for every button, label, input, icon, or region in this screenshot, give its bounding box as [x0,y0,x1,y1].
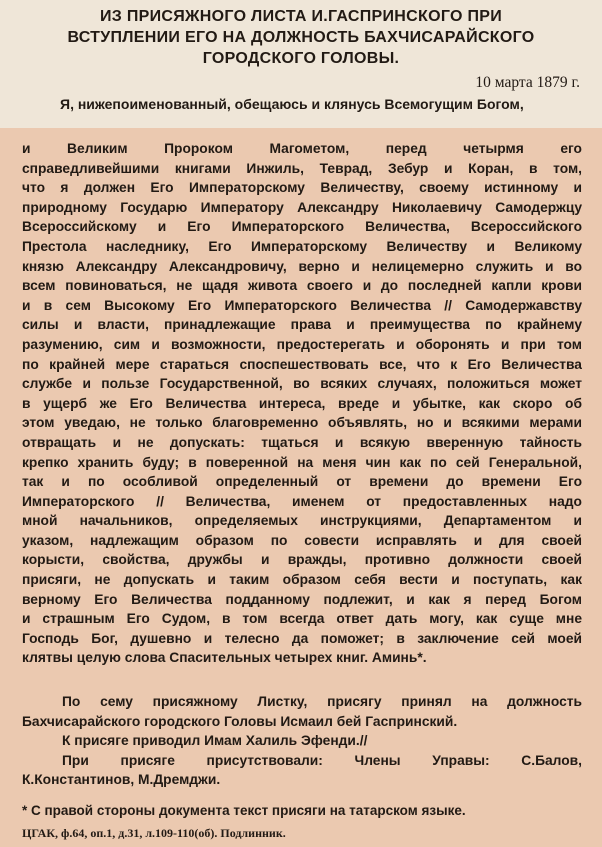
title-line: ВСТУПЛЕНИИ ЕГО НА ДОЛЖНОСТЬ БАХЧИСАРАЙСКОГО [67,29,535,46]
oath-line: и в сем Высокому Его Императорского Величества // Самодержавству [22,297,582,313]
oath-line: в ущерб же Его Величества интереса, вреде и убытке, как скоро об [22,395,582,411]
oath-line: присяги, не допускать и таким образом себя вести и поступать, как [22,572,582,588]
oath-line: отвращать и не допускать: тщаться и всякую вверенную тайность [22,434,582,450]
oath-line: этом уведаю, не только благовременно объявлять, но и всякими мерами [22,415,582,431]
oath-line: так и по особливой определенный от времени до времени Его [22,474,582,490]
oath-line: разумению, сим и возможности, предостерегать и оборонять и при том [22,336,582,352]
oath-line: Господь Бог, душевно и телесно да поможет; в заключение сей моей [22,630,582,646]
oath-line: Всероссийскому и Его Императорского Величества, Всероссийского [22,219,582,235]
footnote: * С правой стороны документа текст присяги на татарском языке. [22,803,466,818]
oath-line: крепко хранить буду; в поверенной на меня чин как по сей Генеральной, [22,454,582,470]
oath-body [22,139,582,668]
outro-line: При присяге присутствовали: Члены Управы: С.Балов, [62,752,582,768]
oath-line: Престола наследнику, Его Императорскому Величеству и Великому [22,238,582,254]
oath-line: природному Государю Императору Александру Николаевичу Самодержцу [22,199,582,215]
oath-line: всем повиноваться, не щадя живота своего и до последней капли крови [22,278,582,294]
archive-source: ЦГАК, ф.64, оп.1, д.31, л.109-110(об). Подлинник. [22,826,286,840]
document-title [0,6,602,69]
oath-line: справедливейшими книгами Инжиль, Теврад, Зебур и Коран, в том, [22,160,582,176]
oath-line: клятвы целую слова Спасительных четырех книг. Аминь*. [22,650,427,666]
oath-line: мной начальников, определяемых инструкциями, Департаментом и [22,513,582,529]
oath-line: и страшным Его Судом, в том всегда ответ дать могу, как суще мне [22,611,582,627]
oath-line: указом, надлежащим образом по совести исправлять и для своей [22,532,582,548]
oath-line: службе и пользе Государственной, во всяких случаях, положиться может [22,376,582,392]
oath-line: что я должен Его Императорскому Величеству, своему истинному и [22,180,582,196]
document-date: 10 марта 1879 г. [475,74,580,91]
oath-outro [22,692,582,790]
oath-line: корысти, свойства, дружбы и вражды, противно должности своей [22,552,582,568]
oath-opening: Я, нижепоименованный, обещаюсь и клянусь Всемогущим Богом, [60,96,524,112]
oath-line: князю Александру Александровичу, верно и нелицемерно служить и во [22,258,582,274]
title-line: ГОРОДСКОГО ГОЛОВЫ. [202,50,400,67]
oath-line: силы и власти, принадлежащие права и преимущества по крайнему [22,317,582,333]
oath-line: Императорского // Величества, именем от предоставленных надо [22,493,582,509]
oath-line: по крайней мере стараться споспешествовать все, что к Его Величества [22,356,582,372]
outro-line: По сему присяжному Листку, присягу принял на должность [62,694,582,709]
outro-line: К присяге приводил Имам Халиль Эфенди.// [62,733,368,749]
oath-line: и Великим Пророком Магометом, перед четырмя его [22,141,582,156]
outro-line: Бахчисарайского городского Головы Исмаил бей Гаспринский. [22,713,458,729]
oath-line: верному Его Величества подданному подлежит, и как я перед Богом [22,591,582,607]
outro-line: К.Константинов, М.Дремджи. [22,772,221,788]
title-line: ИЗ ПРИСЯЖНОГО ЛИСТА И.ГАСПРИНСКОГО ПРИ [99,8,503,25]
